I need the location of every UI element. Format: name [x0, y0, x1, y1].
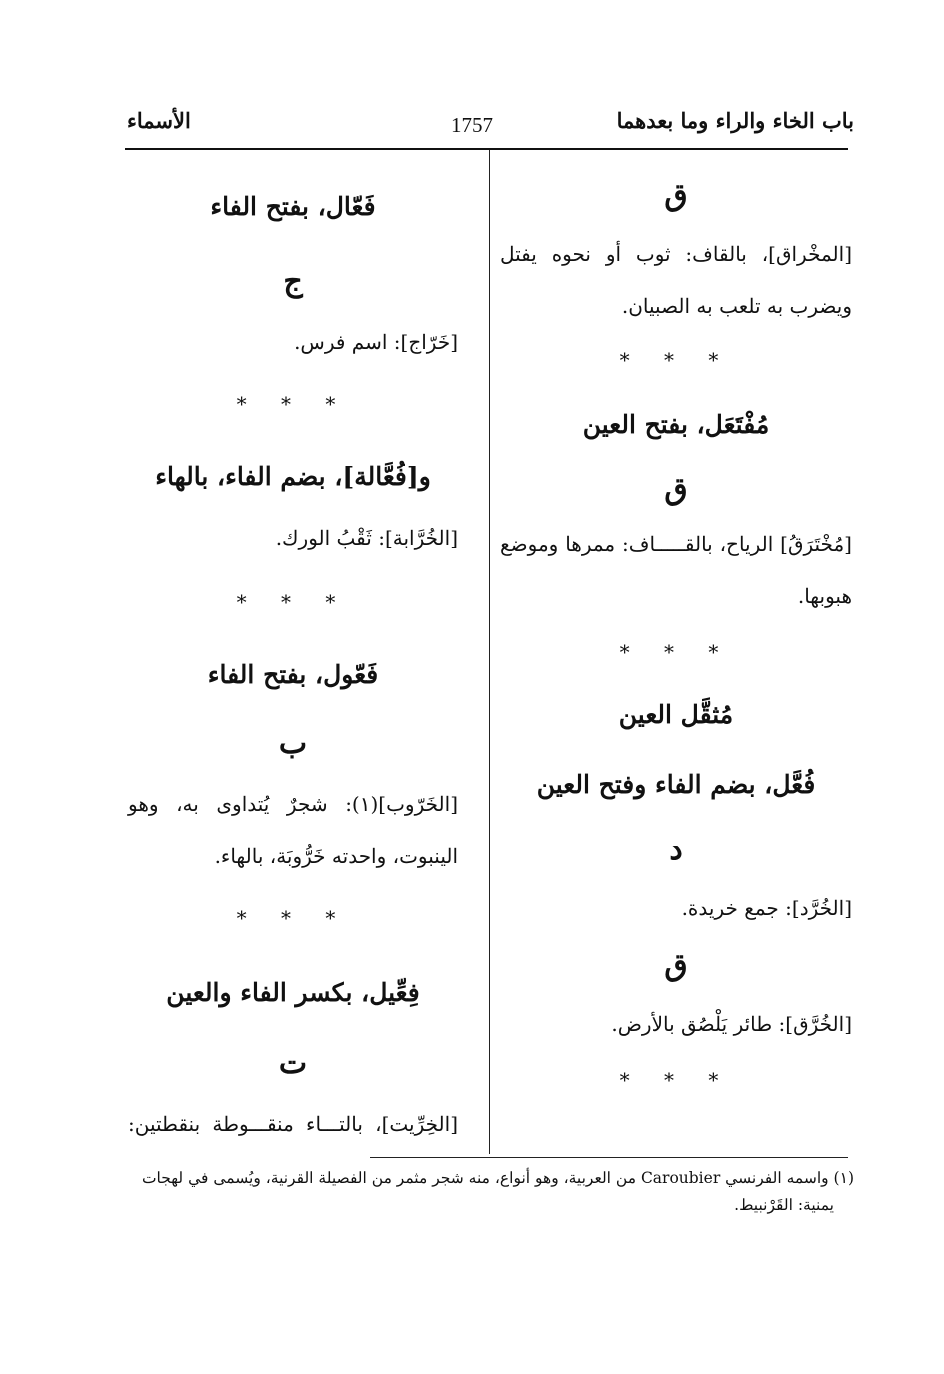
separator-stars: * * * [236, 906, 350, 930]
entry-mikhraq: [المخْراق]، بالقاف: ثوب أو نحوه يفتل ويضرب به تلعب به الصبيان. [500, 242, 852, 318]
entry-khurraq: [الخُرَّق]: طائر يَلْصُق بالأرض. [611, 1012, 852, 1036]
entry-kharrub-line-1: [الخَرّوب](١): شجرٌ يُتداوى به، وهو [128, 792, 458, 816]
pattern-heading-faaal: فَعّال، بفتح الفاء [210, 192, 376, 221]
footnote [124, 1165, 854, 1219]
page-number: 1757 [451, 113, 493, 137]
pattern-heading-fiail: فِعِّيل، بكسر الفاء والعين [166, 978, 420, 1007]
separator-stars: * * * [236, 590, 350, 614]
separator-stars: * * * [619, 348, 733, 372]
entry-mukhtaraq: [مُخْتَرَقُ] الرياح، بالقـــــاف: ممرها وموضع هبوبها. [500, 532, 852, 608]
pattern-heading-fuaala: و[فُعَّالة]، بضم الفاء، بالهاء [155, 462, 431, 491]
pattern-heading-muthaqqal: مُثقَّل العين [618, 700, 734, 729]
letter-heading-ta: ت [278, 1046, 308, 1081]
header-rule [125, 148, 848, 150]
separator-stars: * * * [619, 1068, 733, 1092]
separator-stars: * * * [619, 640, 733, 664]
entry-khurrad: [الخُرَّد]: جمع خريدة. [681, 896, 852, 920]
entry-kharrub-line-2: الينبوت، واحدته خَرُّوبَة، بالهاء. [214, 844, 458, 868]
footnote-line-2: يمنية: القَرْنبيط. [734, 1196, 834, 1214]
letter-heading-ba: ب [278, 726, 308, 761]
entry-khirrit: [الخِرِّيت]، بالتـــاء منقـــوطة بنقطتين: [128, 1112, 458, 1136]
letter-heading-qaf: ق [664, 948, 688, 983]
entry-khurraba: [الخُرَّابة]: ثَقْبُ الورك. [275, 526, 458, 550]
column-divider [489, 150, 490, 1154]
pattern-heading-fuaal: فُعَّل، بضم الفاء وفتح العين [536, 770, 816, 799]
running-head-section: الأسماء [127, 108, 191, 133]
pattern-heading-faool: فَعّول، بفتح الفاء [207, 660, 379, 689]
running-head-chapter: باب الخاء والراء وما بعدهما [616, 108, 854, 133]
pattern-heading-muftaal: مُفْتَعَل، بفتح العين [582, 410, 770, 439]
letter-heading-jim: ج [283, 264, 303, 299]
footnote-rule [370, 1157, 848, 1158]
letter-heading-qaf: ق [664, 178, 688, 213]
entry-kharraj: [خَرّاج]: اسم فرس. [294, 330, 458, 354]
letter-heading-dal: د [669, 832, 683, 867]
footnote-line-1: (١) واسمه الفرنسي Caroubier من العربية، وهو أنواع، منه شجر مثمر من الفصيلة القرنية، ويُسمى في لهجات [141, 1169, 854, 1187]
letter-heading-qaf: ق [664, 472, 688, 507]
separator-stars: * * * [236, 392, 350, 416]
